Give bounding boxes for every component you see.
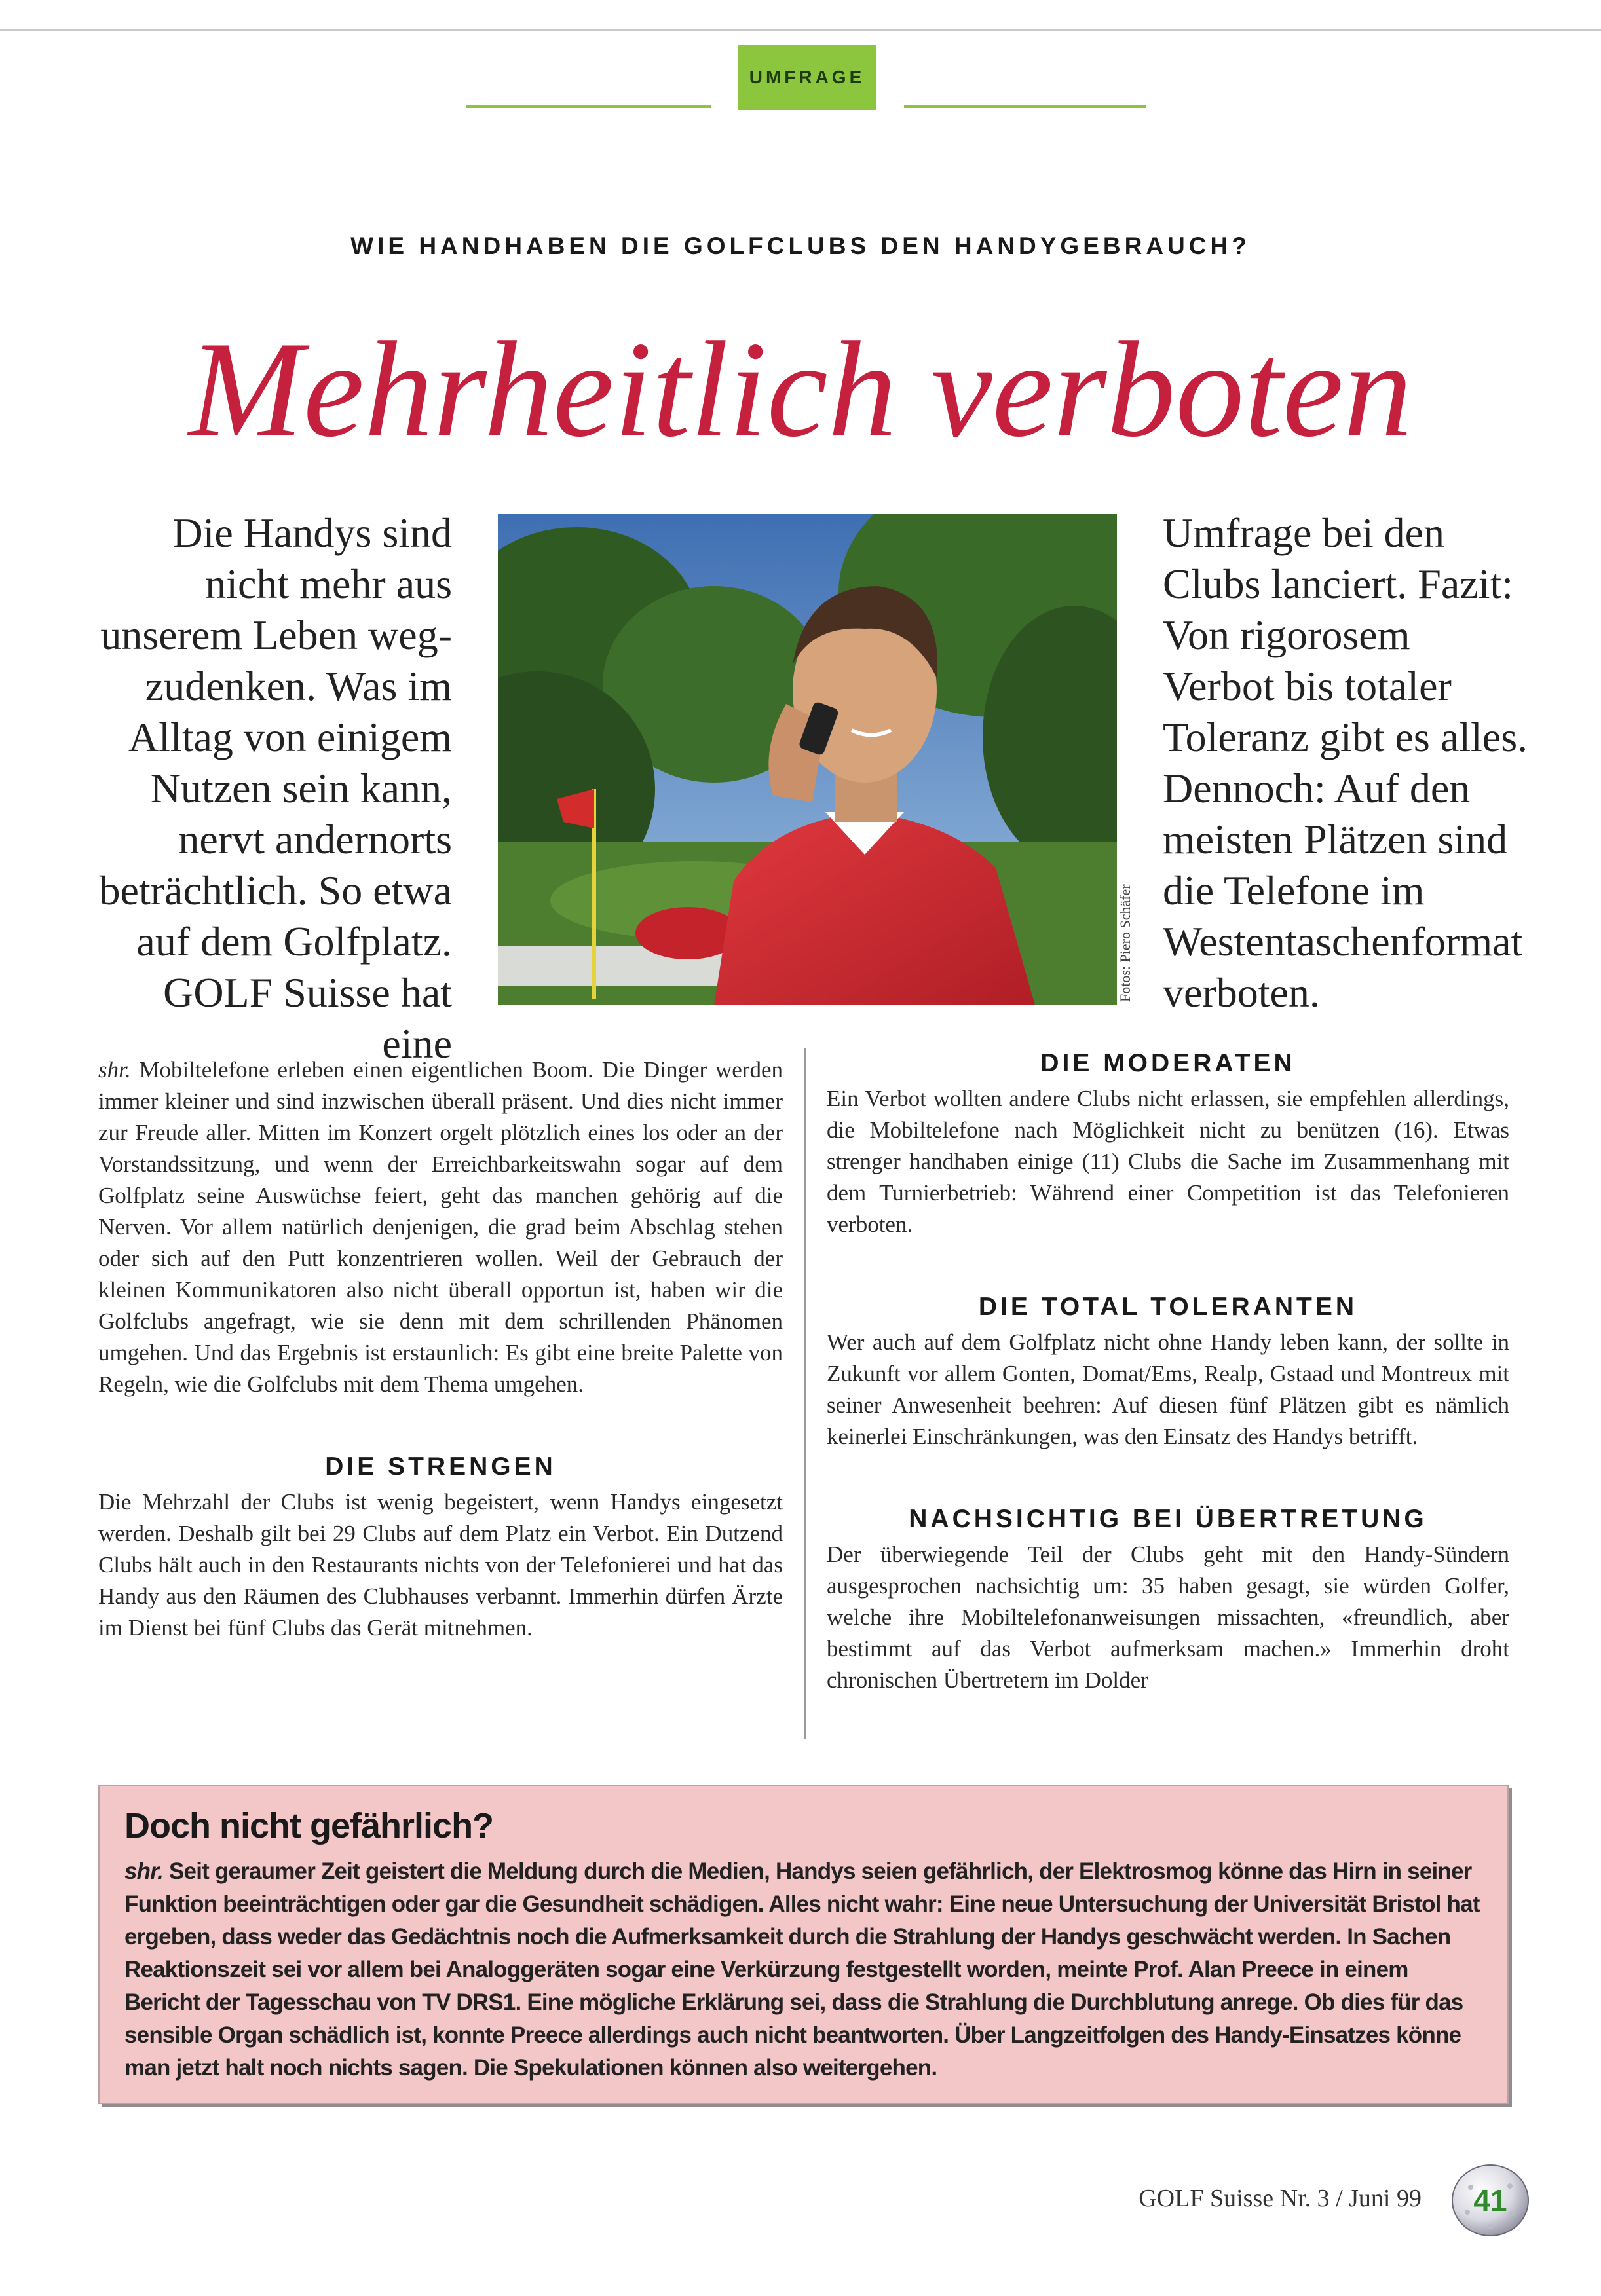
golfball-icon	[1448, 2161, 1533, 2240]
box-paragraph	[124, 1855, 1485, 2084]
page-number: 41	[1473, 2183, 1507, 2217]
headline: Mehrheitlich verboten	[188, 314, 1413, 466]
tag-rule-left	[466, 105, 711, 108]
photo-illustration	[498, 514, 1117, 1005]
page-number-golfball	[1448, 2161, 1533, 2240]
intro-right: Umfrage bei den Clubs lanciert. Fazit: Von rigorosem Verbot bis totaler Toleranz gibt es alles. Dennoch: Auf den meisten Plätzen sind die Telefone im Westentaschenformat verboten.	[1163, 509, 1528, 1016]
paragraph-strengen: Die Mehrzahl der Clubs ist wenig begeistert, wenn Handys eingesetzt werden. Deshalb gilt bei 29 Clubs auf dem Platz ein Verbot. Ein Dutzend Clubs hält auch in den Restaurants nichts von der Telefonierei und hat das Handy aus den Räumen des Clubhauses verbannt. Immerhin dürfen Ärzte im Dienst bei fünf Clubs das Gerät mitnehmen.	[98, 1489, 783, 1640]
article-column-right	[827, 1048, 1509, 1696]
column-divider	[804, 1048, 806, 1739]
box-title: Doch nicht gefährlich?	[124, 1806, 494, 1845]
subhead-nachsichtig: NACHSICHTIG BEI ÜBERTRETUNG	[909, 1505, 1427, 1533]
lead-paragraph	[98, 1054, 783, 1400]
kicker: WIE HANDHABEN DIE GOLFCLUBS DEN HANDYGEBRAUCH?	[350, 232, 1251, 259]
photo-credit: Fotos: Piero Schäfer	[1117, 884, 1133, 1002]
issue-line: GOLF Suisse Nr. 3 / Juni 99	[1139, 2185, 1422, 2212]
author-abbr: shr.	[98, 1057, 131, 1083]
top-rule	[0, 29, 1601, 31]
subhead-toleranten: DIE TOTAL TOLERANTEN	[978, 1293, 1358, 1321]
photo-man-on-phone	[498, 514, 1117, 1005]
sidebar-box	[98, 1785, 1509, 2104]
subhead-strengen: DIE STRENGEN	[325, 1453, 556, 1481]
lead-text: Mobiltelefone erleben einen eigentlichen Boom. Die Dinger werden immer kleiner und sind inzwischen überall präsent. Und dies nicht immer zur Freude aller. Mitten im Konzert orgelt plötzlich eines los oder an der Vorstandssitzung, und wenn der Erreichbarkeitswahn sogar auf dem Golfplatz seine Auswüchse feiert, geht das manchen gehörig auf die Nerven. Vor allem natürlich denjenigen, die grad beim Abschlag stehen oder sich auf den Putt konzentrieren wollen. Weil der Gebrauch der kleinen Kommunikatoren also nicht überall opportun ist, haben wir die Golfclubs angefragt, wie sie denn mit dem schrillenden Phänomen umgehen. Und das Ergebnis ist erstaunlich: Es gibt eine breite Palette von Regeln, wie die Golfclubs mit dem Thema umgehen.	[98, 1057, 783, 1397]
subhead-moderaten: DIE MODERATEN	[1040, 1049, 1296, 1077]
box-author-abbr: shr.	[124, 1859, 164, 1884]
paragraph-toleranten: Wer auch auf dem Golfplatz nicht ohne Handy leben kann, der sollte in Zukunft vor allem Gonten, Domat/Ems, Realp, Gstaad und Montreux mit seiner Anwesenheit beehren: Auf diesen fünf Plätzen gibt es nämlich keinerlei Einschränkungen, was den Einsatz des Handys betrifft.	[827, 1329, 1509, 1449]
tag-rule-right	[904, 105, 1146, 108]
section-tag: UMFRAGE	[738, 45, 876, 110]
article-column-left	[98, 1054, 783, 1644]
paragraph-nachsichtig: Der überwiegende Teil der Clubs geht mit den Handy-Sündern ausgesprochen nachsichtig um: 35 haben gesagt, sie würden Golfer, welche ihre Mobiltelefonanweisungen missachten, «freundlich, aber bestimmt auf das Verbot aufmerksam machen.» Immerhin droht chronischen Übertretern im Dolder	[827, 1542, 1509, 1693]
box-text: Seit geraumer Zeit geistert die Meldung durch die Medien, Handys seien gefährlich, der Elektrosmog könne das Hirn in seiner Funktion beeinträchtigen oder gar die Gesundheit schädigen. Alles nicht wahr: Eine neue Untersuchung der Universität Bristol hat ergeben, dass weder das Gedächtnis noch die Aufmerksamkeit durch die Strahlung der Handys geschwächt werden. In Sachen Reaktionszeit sei vor allem bei Analoggeräten sogar eine Verkürzung festgestellt worden, meinte Prof. Alan Preece in einem Bericht der Tagesschau von TV DRS1. Eine mögliche Erklärung sei, dass die Strahlung die Durchblutung anrege. Ob dies für das sensible Organ schädlich ist, konnte Preece allerdings auch nicht beantworten. Über Langzeitfolgen des Handy-Einsatzes könne man jetzt halt noch nichts sagen. Die Spekulationen können also weitergehen.	[124, 1859, 1480, 2081]
paragraph-moderaten: Ein Verbot wollten andere Clubs nicht erlassen, sie empfehlen allerdings, die Mobiltelefone nach Möglichkeit nicht zu benützen (16). Etwas strenger handhaben einige (11) Clubs die Sache im Zusammenhang mit dem Turnierbetrieb: Während einer Competition ist das Telefonieren verboten.	[827, 1086, 1509, 1237]
intro-left: Die Handys sind nicht mehr aus unserem Leben wegzudenken. Was im Alltag von einigem Nutzen sein kann, nervt andernorts beträchtlich. So etwa auf dem Golfplatz. GOLF Suisse hat eine	[99, 509, 452, 1067]
